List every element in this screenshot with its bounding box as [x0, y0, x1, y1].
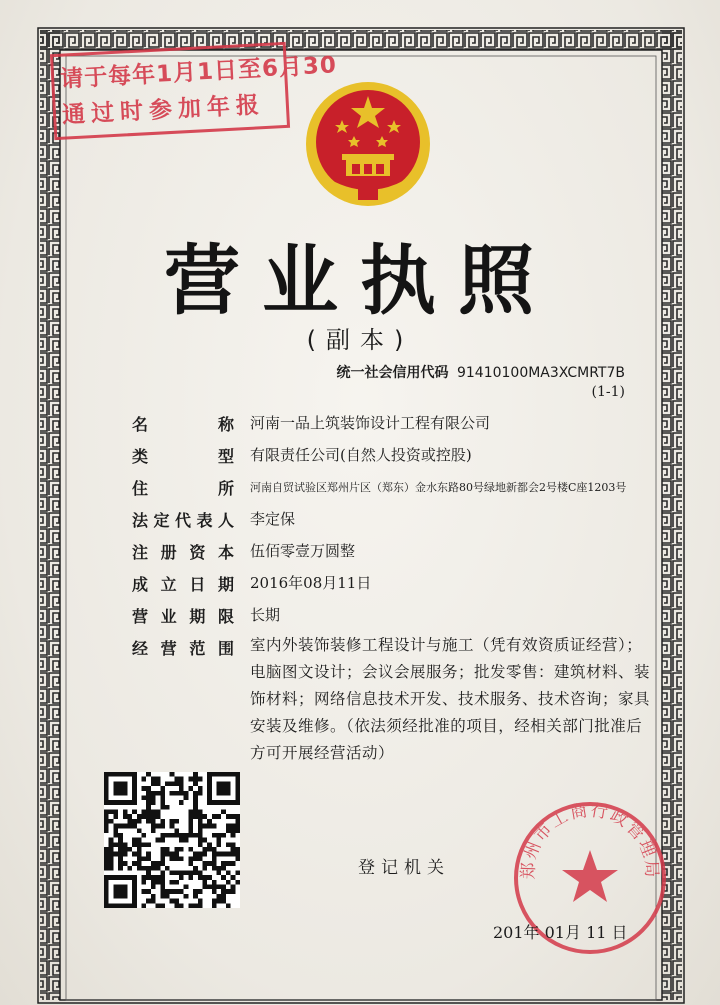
seal-text: 郑州市工商行政管理局	[518, 800, 662, 880]
credit-code-value: 91410100MA3XCMRT7B	[456, 365, 625, 381]
business-term: 长期	[250, 606, 281, 624]
established-date: 2016年08月11日	[250, 574, 372, 592]
document-subtitle: (副本)	[306, 326, 414, 354]
company-name: 河南一品上筑装饰设计工程有限公司	[250, 414, 491, 432]
legal-representative: 李定保	[250, 510, 296, 528]
issue-date: 201年 01月 11 日	[493, 923, 628, 942]
field-label: 住 所	[132, 479, 234, 498]
registration-authority: 登记机关	[358, 858, 450, 878]
document-title: 营业执照	[164, 236, 556, 325]
field-label: 成 立 日 期	[132, 575, 234, 594]
credit-code	[337, 362, 625, 382]
star-icon	[562, 850, 618, 902]
credit-code-label: 统一社会信用代码	[336, 365, 449, 381]
field-label: 法 定 代 表 人	[132, 511, 234, 530]
field-label: 经 营 范 围	[132, 639, 234, 658]
field-label: 注 册 资 本	[132, 543, 234, 562]
national-emblem-icon	[302, 78, 434, 210]
stamp-line-2: 通过时参加年报	[61, 92, 266, 129]
field-label: 类 型	[132, 447, 234, 466]
stamp-line-1: 请于每年1月1日至6月30	[59, 52, 338, 93]
registered-capital: 伍佰零壹万圆整	[250, 542, 356, 560]
field-label: 营 业 期 限	[132, 607, 234, 626]
field-label: 名 称	[132, 415, 234, 434]
company-address: 河南自贸试验区郑州片区（郑东）金水东路80号绿地新都会2号楼C座1203号	[250, 481, 627, 494]
copy-number: (1-1)	[591, 384, 625, 400]
business-scope: 室内外装饰装修工程设计与施工（凭有效资质证经营）；电脑图文设计；会议会展服务；批发零售：建筑材料、装饰材料；网络信息技术开发、技术服务、技术咨询；家具安装及维修。（依法须经批准的项目，经相关部门批准后方可开展经营活动）	[250, 636, 651, 762]
annual-report-stamp	[50, 42, 338, 140]
company-type: 有限责任公司(自然人投资或控股)	[250, 446, 472, 464]
qr-code	[104, 772, 240, 908]
